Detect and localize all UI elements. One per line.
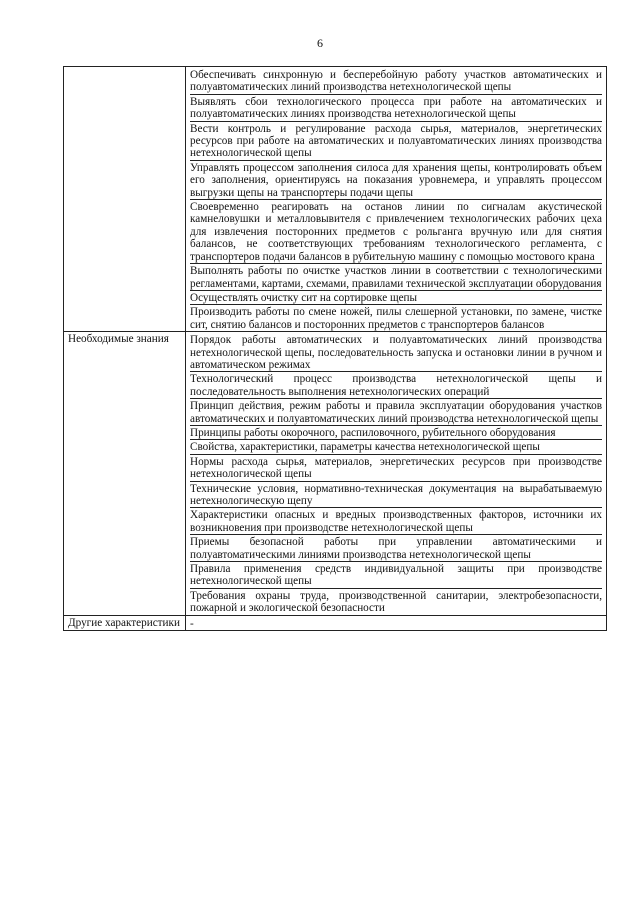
- list-item: Своевременно реагировать на останов линии по сигналам акустической камнеловушки и металловывителя с привлечением технологических рабочих цеха для извлечения посторонних предметов с рольганга вручную или для снятия балансов, не соответствующих требованиям технологического регламента, с транспортеров подачи балансов в рубительную машину с помощью мостового крана: [190, 201, 602, 263]
- list-item: Свойства, характеристики, параметры качества нетехнологической щепы: [190, 440, 602, 454]
- page-number: 6: [317, 36, 323, 50]
- row-label: [64, 67, 186, 332]
- table-row: [64, 67, 607, 332]
- list-item: Управлять процессом заполнения силоса для хранения щепы, контролировать объем его заполнения, ориентируясь на показания уровнемера, и управлять процессом выгрузки щепы на транспортеры подачи щепы: [190, 161, 602, 199]
- list-item: Выполнять работы по очистке участков линии в соответствии с технологическими регламентами, картами, схемами, правилами технической эксплуатации оборудования: [190, 265, 602, 290]
- list-item: Характеристики опасных и вредных производственных факторов, источники их возникновения при производстве нетехнологической щепы: [190, 509, 602, 534]
- list-item: Нормы расхода сырья, материалов, энергетических ресурсов при производстве нетехнологической щепы: [190, 455, 602, 481]
- list-item: Принцип действия, режим работы и правила эксплуатации оборудования участков автоматических и полуавтоматических линий производства нетехнологической щепы: [190, 400, 602, 425]
- row-items: [186, 332, 607, 616]
- table-row: [64, 332, 607, 616]
- list-item: Вести контроль и регулирование расхода сырья, материалов, энергетических ресурсов при работе на автоматических и полуавтоматических линиях производства нетехнологической щепы: [190, 122, 602, 160]
- requirements-table: [63, 66, 607, 631]
- list-item: Технологический процесс производства нетехнологической щепы и последовательность выполнения нетехнологических операций: [190, 373, 602, 398]
- list-item: Приемы безопасной работы при управлении автоматическими и полуавтоматическими линиями производства нетехнологической щепы: [190, 536, 602, 561]
- list-item: Обеспечивать синхронную и бесперебойную работу участков автоматических и полуавтоматических линий производства нетехнологической щепы: [190, 69, 602, 94]
- list-item: Принципы работы окорочного, распиловочного, рубительного оборудования: [190, 426, 602, 440]
- list-item: Порядок работы автоматических и полуавтоматических линий производства нетехнологической щепы, последовательность запуска и остановки линии в ручном и автоматическом режимах: [190, 334, 602, 371]
- row-label: Другие характеристики: [64, 615, 186, 630]
- table-row: [64, 615, 607, 630]
- list-item: Производить работы по смене ножей, пилы слешерной установки, по замене, чистке сит, снятию балансов и посторонних предметов с транспортеров балансов: [190, 306, 602, 331]
- row-label: Необходимые знания: [64, 332, 186, 616]
- list-item: Осуществлять очистку сит на сортировке щепы: [190, 291, 602, 305]
- list-item: Технические условия, нормативно-техническая документация на вырабатываемую нетехнологическую щепу: [190, 482, 602, 507]
- row-items: [186, 615, 607, 630]
- table-body: [64, 67, 607, 631]
- list-item: Требования охраны труда, производственной санитарии, электробезопасности, пожарной и экологической безопасности: [190, 589, 602, 615]
- list-item: Выявлять сбои технологического процесса при работе на автоматических и полуавтоматических линиях производства нетехнологической щепы: [190, 95, 602, 121]
- list-item: -: [190, 617, 194, 630]
- row-items: [186, 67, 607, 332]
- list-item: Правила применения средств индивидуальной защиты при производстве нетехнологической щепы: [190, 563, 602, 588]
